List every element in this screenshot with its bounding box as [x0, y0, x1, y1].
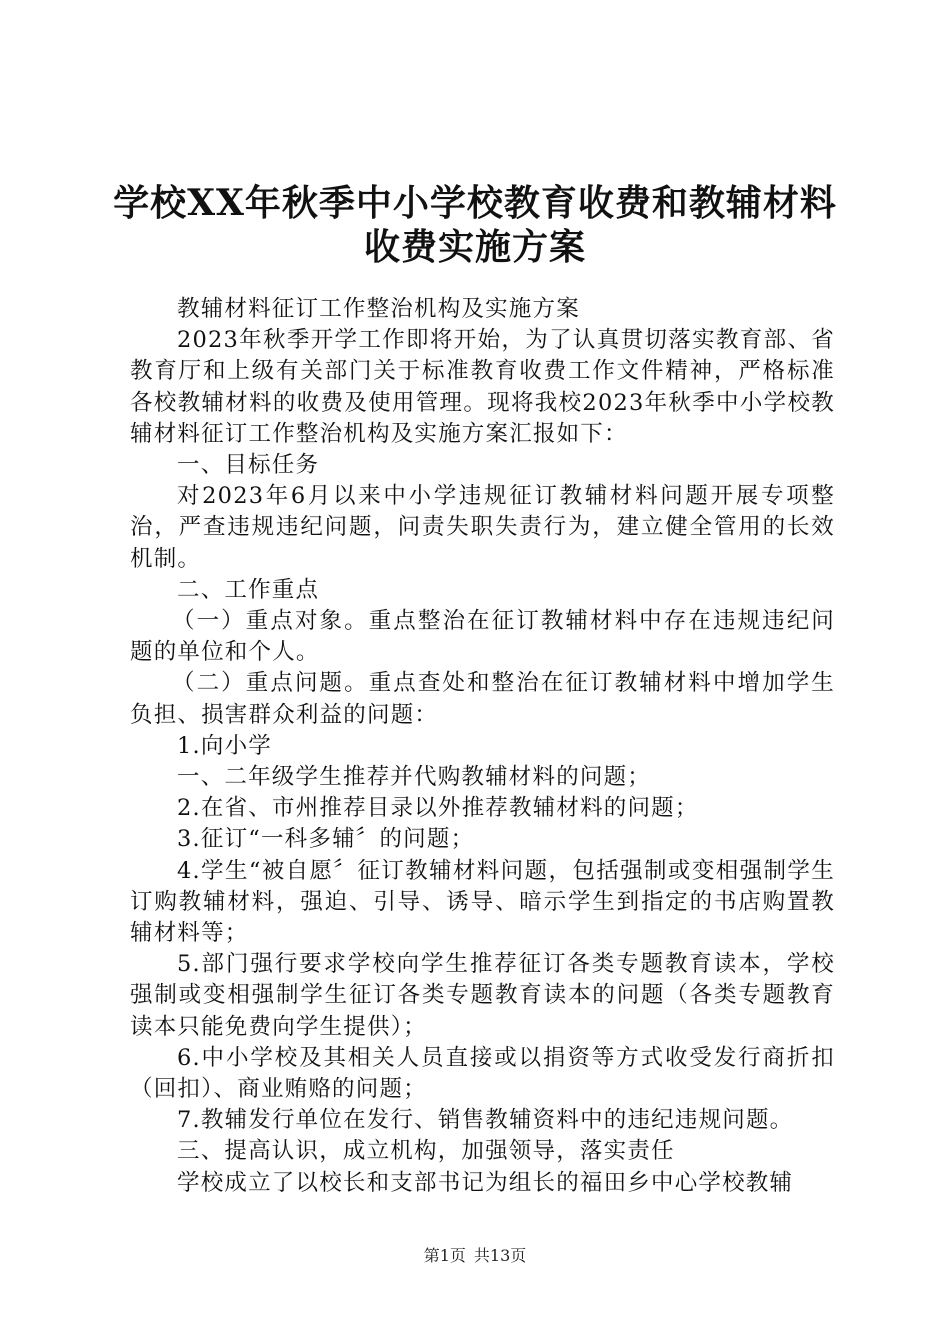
page-number: 第1页: [423, 1246, 466, 1265]
page-footer: [0, 1245, 950, 1267]
paragraph-focus-issue: （二）重点问题。重点查处和整治在征订教辅材料中增加学生负担、损害群众利益的问题：: [130, 670, 835, 728]
list-item-3: 3.征订“一科多辅〞的问题；: [177, 826, 475, 853]
list-item-6: 6.中小学校及其相关人员直接或以捐资等方式收受发行商折扣（回扣）、商业贿赂的问题；: [130, 1044, 835, 1103]
paragraph-goal: 对2023年6月以来中小学违规征订教辅材料问题开展专项整治，严查违规违纪问题，问责失职失责行为，建立健全管用的长效机制。: [130, 483, 835, 572]
section-heading-3: 三、提高认识，成立机构，加强领导，落实责任: [177, 1138, 675, 1165]
list-item-7: 7.教辅发行单位在发行、销售教辅资料中的违纪违规问题。: [177, 1107, 794, 1134]
paragraph-intro: 2023年秋季开学工作即将开始，为了认真贯切落实教育部、省教育厅和上级有关部门关于标准教育收费工作文件精神，严格标准各校教辅材料的收费及使用管理。现将我校2023年秋季中小学校教辅材料征订工作整治机构及实施方案汇报如下：: [130, 327, 835, 447]
document-title-line-2: 收费实施方案: [363, 226, 586, 268]
document-title-line-1: 学校XX年秋季中小学校教育收费和教辅材料: [113, 182, 837, 224]
paragraph-subtitle: 教辅材料征订工作整治机构及实施方案: [177, 296, 580, 322]
list-item-2: 2.在省、市州推荐目录以外推荐教辅材料的问题；: [177, 795, 699, 822]
document-body: [130, 294, 835, 1199]
list-item-4: 4.学生“被自愿〞征订教辅材料问题，包括强制或变相强制学生订购教辅材料，强迫、引导、诱导、暗示学生到指定的书店购置教辅材料等；: [130, 857, 835, 947]
section-heading-1: 一、目标任务: [177, 452, 320, 479]
list-item-1-continued: 一、二年级学生推荐并代购教辅材料的问题；: [177, 764, 652, 791]
paragraph-focus-target: （一）重点对象。重点整治在征订教辅材料中存在违规违纪问题的单位和个人。: [130, 608, 835, 666]
section-heading-2: 二、工作重点: [177, 576, 320, 603]
paragraph-organization: 学校成立了以校长和支部书记为组长的福田乡中心学校教辅: [177, 1169, 794, 1196]
list-item-1: 1.向小学: [177, 732, 272, 759]
page-total: 共13页: [473, 1246, 527, 1265]
list-item-5: 5.部门强行要求学校向学生推荐征订各类专题教育读本，学校强制或变相强制学生征订各类专题教育读本的问题（各类专题教育读本只能免费向学生提供）；: [130, 951, 835, 1040]
